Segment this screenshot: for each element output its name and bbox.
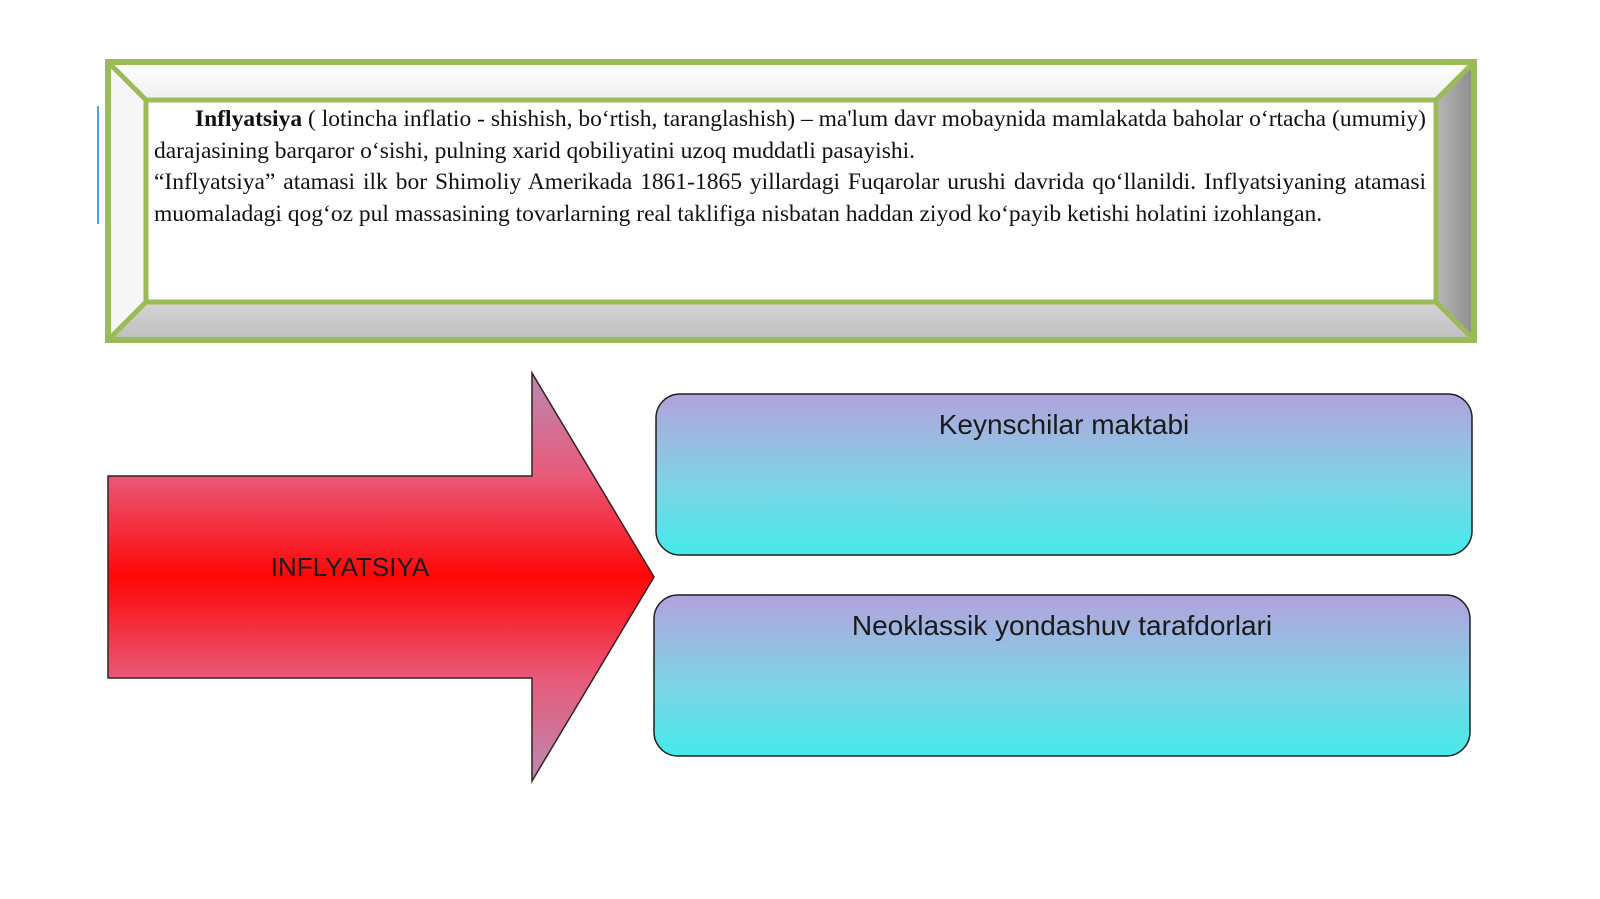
neoclassical-box-label: Neoklassik yondashuv tarafdorlari <box>851 610 1273 641</box>
arrow-label: INFLYATSIYA <box>270 552 430 582</box>
definition-paragraph-2: “Inflyatsiya” atamasi ilk bor Shimoliy Amerikada 1861-1865 yillardagi Fuqarolar urushi davrida qo‘llanildi. Inflyatsiyaning atamasi muomaladagi qog‘oz pul massasining tovarlarning real taklifiga nisbatan haddan ziyod ko‘payib ketishi holatini izohlangan. <box>154 169 1426 227</box>
left-accent-line <box>97 106 99 224</box>
definition-text <box>154 104 1426 294</box>
definition-body: ( lotincha inflatio - shishish, bo‘rtish, taranglashish) – ma'lum davr mobaynida mamlakatda baholar o‘rtacha (umumiy) darajasining barqaror o‘sishi, pulning xarid qobiliyatini uzoq muddatli pasayishi. <box>154 106 1426 164</box>
definition-paragraph-1 <box>154 104 1426 167</box>
definition-term: Inflyatsiya <box>195 106 303 132</box>
keynesian-box-label: Keynschilar maktabi <box>938 409 1190 440</box>
